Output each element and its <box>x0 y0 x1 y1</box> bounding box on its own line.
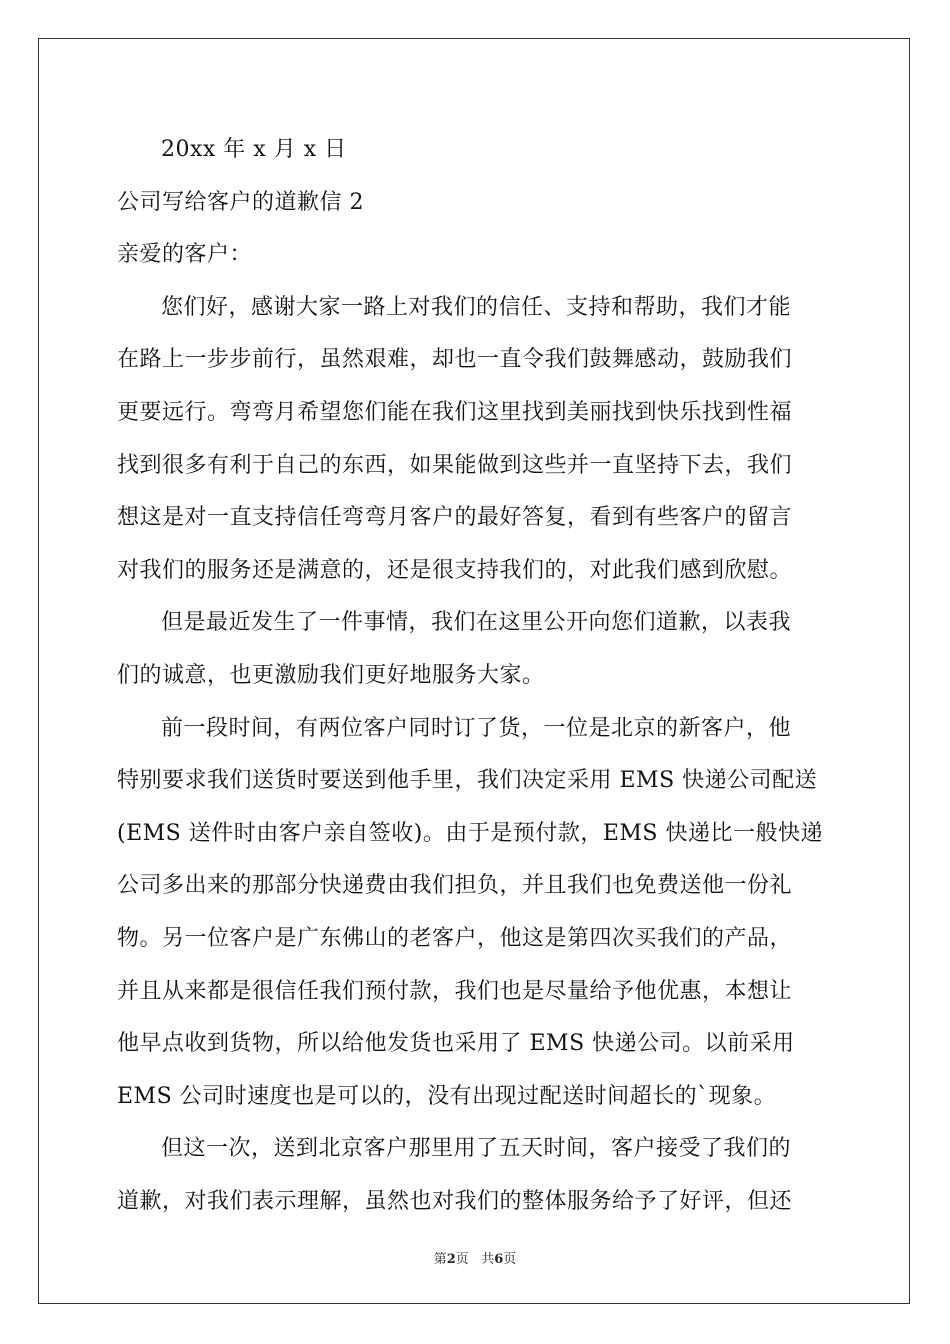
paragraph-line: 找到很多有利于自己的东西，如果能做到这些并一直坚持下去，我们 <box>117 452 793 478</box>
paragraph-line: 特别要求我们送货时要送到他手里，我们决定采用 EMS 快递公司配送 <box>117 768 818 794</box>
paragraph-line: (EMS 送件时由客户亲自签收)。由于是预付款，EMS 快递比一般快递 <box>117 820 823 846</box>
paragraph-line: 公司多出来的那部分快递费由我们担负，并且我们也免费送他一份礼 <box>117 873 793 899</box>
page-footer <box>0 1248 950 1267</box>
paragraph-line: 道歉，对我们表示理解，虽然也对我们的整体服务给予了好评，但还 <box>117 1188 793 1214</box>
salutation: 亲爱的客户： <box>117 242 253 268</box>
paragraph-line: 想这是对一直支持信任弯弯月客户的最好答复，看到有些客户的留言 <box>117 505 793 531</box>
paragraph-line: EMS 公司时速度也是可以的，没有出现过配送时间超长的`现象。 <box>117 1083 777 1109</box>
paragraph-line: 您们好，感谢大家一路上对我们的信任、支持和帮助，我们才能 <box>161 294 792 320</box>
paragraph-line: 更要远行。弯弯月希望您们能在我们这里找到美丽找到快乐找到性福 <box>117 399 793 425</box>
paragraph-line: 但这一次，送到北京客户那里用了五天时间，客户接受了我们的 <box>161 1136 792 1162</box>
total-prefix: 共 <box>481 1252 495 1267</box>
paragraph-line: 前一段时间，有两位客户同时订了货，一位是北京的新客户，他 <box>161 715 792 741</box>
page-total: 6 <box>494 1252 504 1267</box>
date-line: 20xx 年 x 月 x 日 <box>161 137 347 162</box>
paragraph-line: 在路上一步步前行，虽然艰难，却也一直令我们鼓舞感动，鼓励我们 <box>117 347 793 373</box>
total-suffix: 页 <box>503 1252 517 1267</box>
paragraph-line: 但是最近发生了一件事情，我们在这里公开向您们道歉，以表我 <box>161 610 792 636</box>
page-suffix: 页 <box>455 1252 469 1267</box>
page-prefix: 第 <box>433 1252 447 1267</box>
letter-title: 公司写给客户的道歉信 2 <box>117 189 364 215</box>
document-body <box>117 124 833 1228</box>
paragraph-line: 他早点收到货物，所以给他发货也采用了 EMS 快递公司。以前采用 <box>117 1031 795 1057</box>
paragraph-line: 对我们的服务还是满意的，还是很支持我们的，对此我们感到欣慰。 <box>117 557 793 583</box>
paragraph-line: 物。另一位客户是广东佛山的老客户，他这是第四次买我们的产品， <box>117 925 793 951</box>
paragraph-line: 们的诚意，也更激励我们更好地服务大家。 <box>117 662 545 688</box>
page-current: 2 <box>446 1252 456 1267</box>
paragraph-line: 并且从来都是很信任我们预付款，我们也是尽量给予他优惠，本想让 <box>117 978 793 1004</box>
